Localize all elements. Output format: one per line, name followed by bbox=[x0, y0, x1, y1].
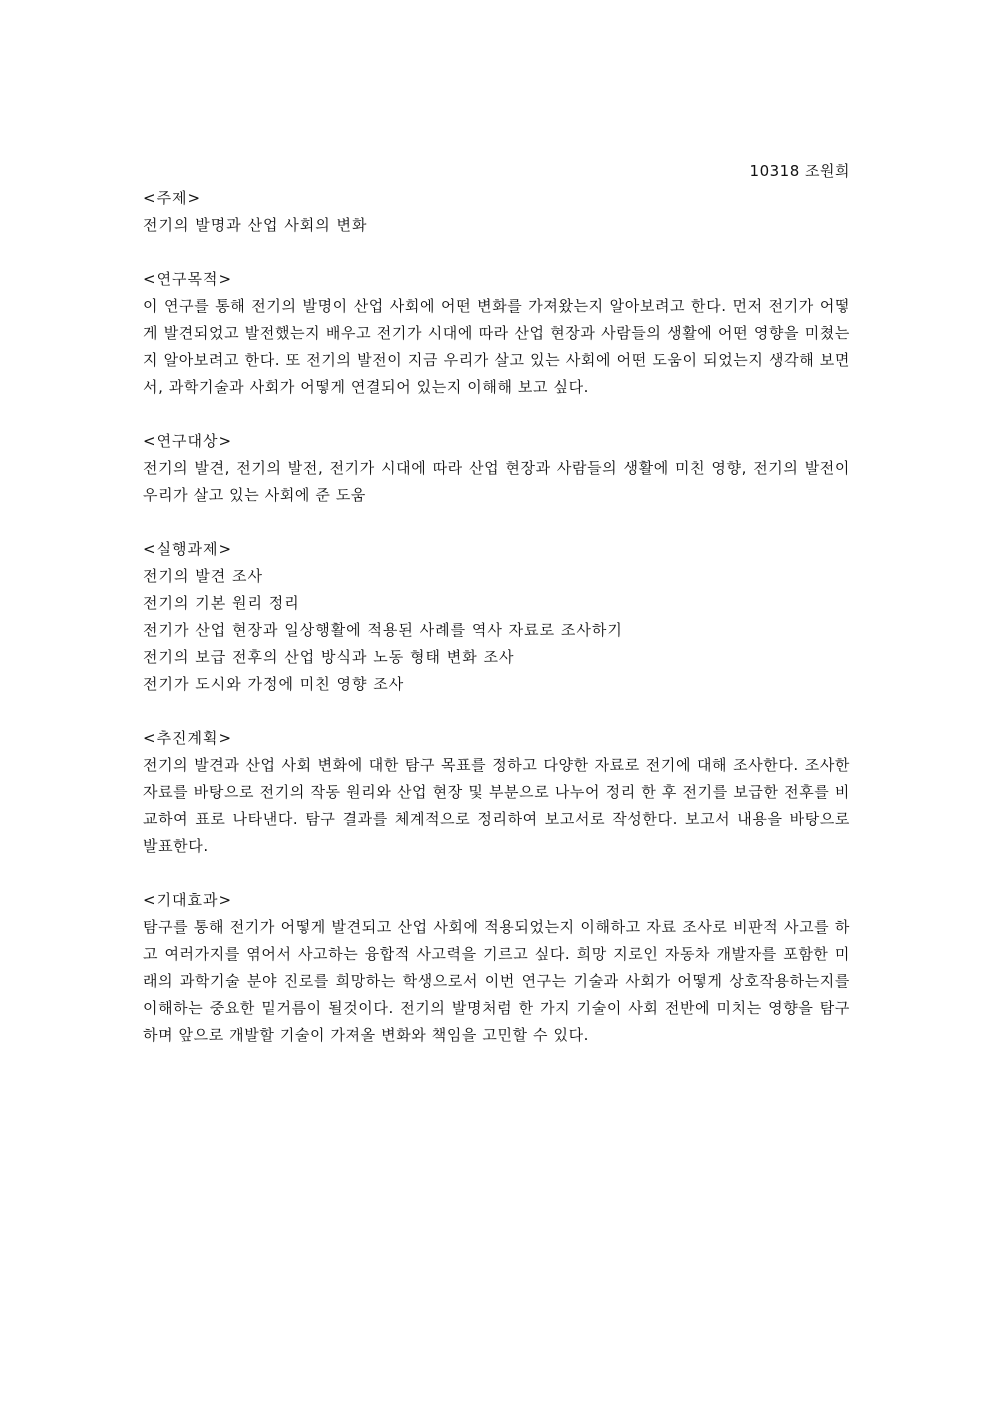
purpose-heading: <연구목적> bbox=[143, 270, 233, 288]
subject-heading: <연구대상> bbox=[143, 432, 233, 450]
task-item: 전기의 보급 전후의 산업 방식과 노동 형태 변화 조사 bbox=[143, 648, 515, 666]
task-item: 전기의 기본 원리 정리 bbox=[143, 594, 300, 612]
spacer bbox=[143, 239, 850, 266]
author-line: 10318 조원희 bbox=[749, 162, 850, 180]
spacer bbox=[143, 698, 850, 725]
plan-paragraph: 전기의 발견과 산업 사회 변화에 대한 탐구 목표를 정하고 다양한 자료로 전기에 대해 조사한다. 조사한 자료를 바탕으로 전기의 작동 원리와 산업 현장 및 부분으로 나누어 정리 한 후 전기를 보급한 전후를 비교하여 표로 나타낸다. 탐구 결과를 체계적으로 정리하여 보고서로 작성한다. 보고서 내용을 바탕으로 발표한다. bbox=[143, 756, 850, 855]
tasks-list bbox=[143, 563, 850, 698]
topic-heading: <주제> bbox=[143, 189, 202, 207]
spacer bbox=[143, 860, 850, 887]
effect-paragraph: 탐구를 통해 전기가 어떻게 발견되고 산업 사회에 적용되었는지 이해하고 자료 조사로 비판적 사고를 하고 여러가지를 엮어서 사고하는 융합적 사고력을 기르고 싶다. 희망 지로인 자동차 개발자를 포함한 미래의 과학기술 분야 진로를 희망하는 학생으로서 이번 연구는 기술과 사회가 어떻게 상호작용하는지를 이해하는 중요한 밑거름이 될것이다. 전기의 발명처럼 한 가지 기술이 사회 전반에 미치는 영향을 탐구하며 앞으로 개발할 기술이 가져올 변화와 책임을 고민할 수 있다. bbox=[143, 918, 850, 1044]
purpose-paragraph: 이 연구를 통해 전기의 발명이 산업 사회에 어떤 변화를 가져왔는지 알아보려고 한다. 먼저 전기가 어떻게 발견되었고 발전했는지 배우고 전기가 시대에 따라 산업 현장과 사람들의 생활에 어떤 영향을 미쳤는지 알아보려고 한다. 또 전기의 발전이 지금 우리가 살고 있는 사회에 어떤 도움이 되었는지 생각해 보면서, 과학기술과 사회가 어떻게 연결되어 있는지 이해해 보고 싶다. bbox=[143, 297, 850, 396]
task-item: 전기가 산업 현장과 일상행활에 적용된 사례를 역사 자료로 조사하기 bbox=[143, 621, 623, 639]
topic-text: 전기의 발명과 산업 사회의 변화 bbox=[143, 216, 368, 234]
tasks-heading: <실행과제> bbox=[143, 540, 233, 558]
task-item: 전기가 도시와 가정에 미친 영향 조사 bbox=[143, 675, 405, 693]
effect-heading: <기대효과> bbox=[143, 891, 233, 909]
plan-heading: <추진계획> bbox=[143, 729, 233, 747]
subject-paragraph: 전기의 발견, 전기의 발전, 전기가 시대에 따라 산업 현장과 사람들의 생활에 미친 영향, 전기의 발전이 우리가 살고 있는 사회에 준 도움 bbox=[143, 459, 850, 504]
spacer bbox=[143, 509, 850, 536]
document-page bbox=[143, 158, 850, 1049]
spacer bbox=[143, 401, 850, 428]
task-item: 전기의 발견 조사 bbox=[143, 567, 263, 585]
